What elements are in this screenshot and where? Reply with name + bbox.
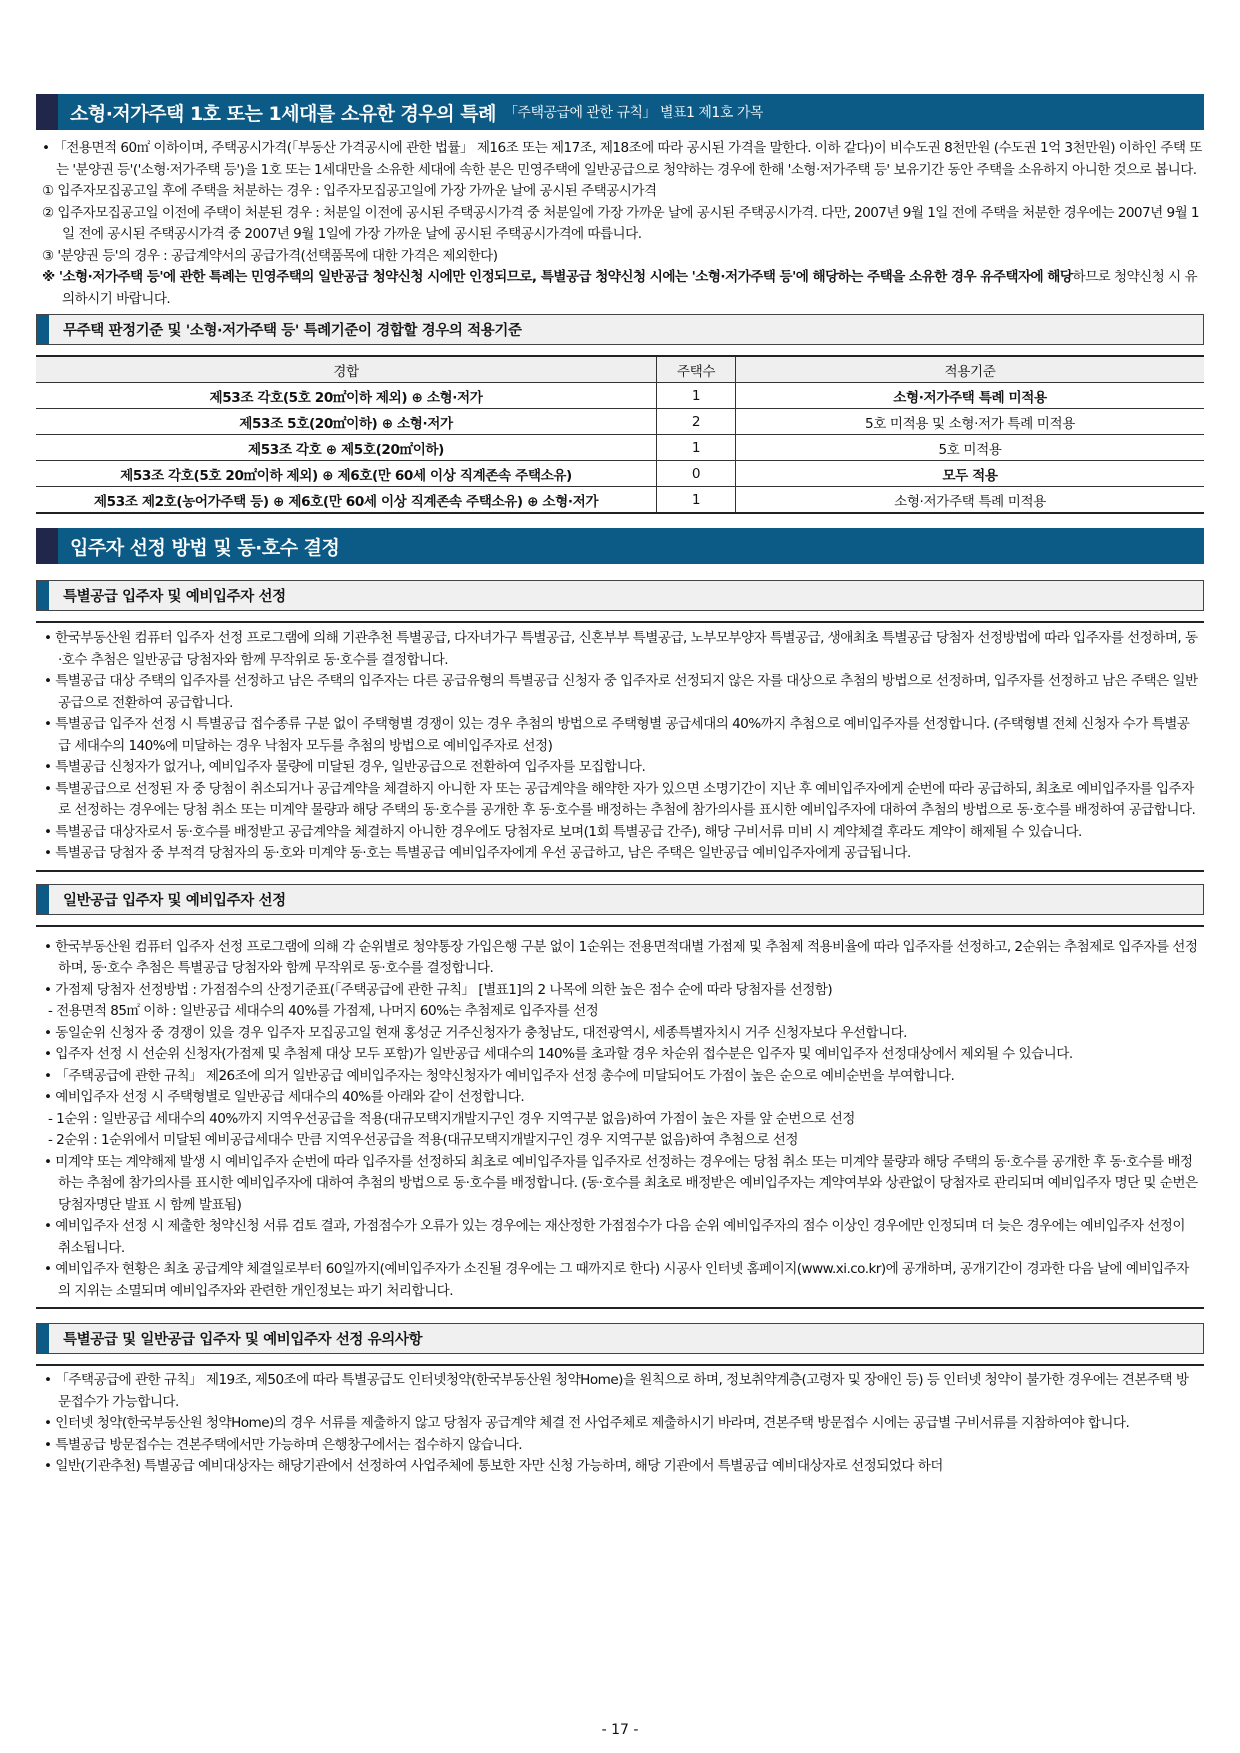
column-header: 적용기준 <box>736 356 1205 383</box>
list-item: • 「주택공급에 관한 규칙」 제26조에 의거 일반공급 예비입주자는 청약신청자가 예비입주자 선정 총수에 미달되어도 가점이 높은 순으로 예비순번을 부여합니다. <box>44 1067 955 1084</box>
document-page <box>36 94 1204 1478</box>
list-item: • 일반(기관추천) 특별공급 예비대상자는 해당기관에서 선정하여 사업주체에 통보한 자만 신청 가능하며, 해당 기관에서 특별공급 예비대상자로 선정되었다 하더 <box>44 1458 943 1474</box>
criteria-table <box>36 355 1204 514</box>
table-cell: 제53조 각호 ⊕ 제5호(20㎡이하) <box>36 435 657 461</box>
paragraph: • 「전용면적 60㎡ 이하이며, 주택공시가격(「부동산 가격공시에 관한 법률」 제16조 또는 제17조, 제18조에 따라 공시된 가격을 말한다. 이하 같다)이 비수도권 8천만원 (수도권 1억 3천만원) 이하인 주택 또는 '분양권 등'('소형·저가주택 등')을 1호 또는 1세대만을 소유한 세대에 속한 분은 민영주택에 일반공급으로 청약하는 경우에 한해 '소형·저가주택 등' 보유기간 동안 주택을 소유하지 아니한 것으로 봅니다. <box>42 140 1202 178</box>
table-cell: 소형·저가주택 특례 미적용 <box>736 383 1205 409</box>
table-cell: 제53조 각호(5호 20㎡이하 제외) ⊕ 제6호(만 60세 이상 직계존속 주택소유) <box>36 461 657 487</box>
general-supply-body <box>36 925 1204 1310</box>
subsection-title: 일반공급 입주자 및 예비입주자 선정 <box>63 892 286 909</box>
list-item: • 예비입주자 선정 시 주택형별로 일반공급 세대수의 40%를 아래와 같이 선정합니다. <box>44 1089 525 1105</box>
list-item: • 특별공급으로 선정된 자 중 당첨이 취소되거나 공급계약을 체결하지 아니한 자 또는 공급계약을 해약한 자가 있으면 소명기간이 지난 후 예비입주자에게 순번에 따라 공급하되, 최초로 예비입주자를 입주자로 선정하는 경우에는 당첨 취소 또는 미계약 물량과 해당 주택의 동·호수를 공개한 후 동·호수를 배정하는 추첨에 참가의사를 표시한 예비입주자에 대하여 추첨의 방법으로 동·호수를 배정하여 공급합니다. <box>44 780 1196 818</box>
section-header-small-low-price-housing <box>36 94 1204 130</box>
table-cell: 모두 적용 <box>736 461 1205 487</box>
table-cell: 소형·저가주택 특례 미적용 <box>736 487 1205 514</box>
column-header: 주택수 <box>657 356 736 383</box>
table-cell: 2 <box>657 409 736 435</box>
paragraph: ② 입주자모집공고일 이전에 주택이 처분된 경우 : 처분일 이전에 공시된 주택공시가격 중 처분일에 가장 가까운 날에 공시된 주택공시가격. 다만, 2007년 9월 1일 전에 주택을 처분한 경우에는 2007년 9월 1일 전에 공시된 주택공시가격 중 2007년 9월 1일에 가장 가까운 날에 공시된 주택공시가격에 따릅니다. <box>42 204 1200 242</box>
list-item: • 특별공급 신청자가 없거나, 예비입주자 물량에 미달된 경우, 일반공급으로 전환하여 입주자를 모집합니다. <box>44 759 646 775</box>
subsection-title: 무주택 판정기준 및 '소형·저가주택 등' 특례기준이 경합할 경우의 적용기준 <box>63 323 522 339</box>
table-row <box>36 487 1204 514</box>
list-item: • 미계약 또는 계약해제 발생 시 예비입주자 순번에 따라 입주자를 선정하되 최초로 예비입주자를 입주자로 선정하는 경우에는 당첨 취소 또는 미계약 물량과 해당 주택의 동·호수를 공개한 후 동·호수를 배정하는 추첨에 참가의사를 표시한 예비입주자에 대하여 추첨의 방법으로 동·호수를 배정합니다. (동·호수를 최초로 배정받은 예비입주자는 계약여부와 상관없이 당첨자로 관리되며 예비입주자 명단 및 순번은 당첨자명단 발표 시 함께 발표됨) <box>44 1153 1198 1213</box>
page-number: - 17 - <box>601 1722 639 1738</box>
table-cell: 제53조 제2호(농어가주택 등) ⊕ 제6호(만 60세 이상 직계존속 주택소유) ⊕ 소형·저가 <box>36 487 657 514</box>
table-cell: 1 <box>657 487 736 514</box>
table-cell: 제53조 5호(20㎡이하) ⊕ 소형·저가 <box>36 409 657 435</box>
subsection-header-notes <box>36 1323 1204 1354</box>
list-item: • 특별공급 대상 주택의 입주자를 선정하고 남은 주택의 입주자는 다른 공급유형의 특별공급 신청자 중 입주자로 선정되지 않은 자를 대상으로 추첨의 방법으로 선정하며, 입주자를 선정하고 남은 주택은 일반공급으로 전환하여 공급합니다. <box>44 673 1198 711</box>
list-item: • 한국부동산원 컴퓨터 입주자 선정 프로그램에 의해 기관추천 특별공급, 다자녀가구 특별공급, 신혼부부 특별공급, 노부모부양자 특별공급, 생애최초 특별공급 당첨자 선정방법에 따라 입주자를 선정하며, 동·호수 추첨은 일반공급 당첨자와 함께 무작위로 동·호수를 결정합니다. <box>44 630 1198 668</box>
subsection-header-general-supply <box>36 884 1204 915</box>
note-paragraph <box>38 267 1204 310</box>
subsection-title: 특별공급 입주자 및 예비입주자 선정 <box>63 589 286 605</box>
list-item: • 인터넷 청약(한국부동산원 청약Home)의 경우 서류를 제출하지 않고 당첨자 공급계약 체결 전 사업주체로 제출하시기 바라며, 견본주택 방문접수 시에는 공급별 구비서류를 지참하여야 합니다. <box>44 1415 1130 1431</box>
table-cell: 0 <box>657 461 736 487</box>
table-cell: 1 <box>657 383 736 409</box>
table-row <box>36 435 1204 461</box>
section-title: 소형·저가주택 1호 또는 1세대를 소유한 경우의 특례 <box>70 102 496 125</box>
table-row <box>36 383 1204 409</box>
list-item: • 특별공급 대상자로서 동·호수를 배정받고 공급계약을 체결하지 아니한 경우에도 당첨자로 보며(1회 특별공급 간주), 해당 구비서류 미비 시 계약체결 후라도 계약이 해제될 수 있습니다. <box>44 823 1082 840</box>
notes-body <box>36 1364 1204 1478</box>
subsection-header-special-supply <box>36 580 1204 611</box>
section-header-selection-method <box>36 528 1204 564</box>
table-cell: 1 <box>657 435 736 461</box>
list-item: • 입주자 선정 시 선순위 신청자(가점제 및 추첨제 대상 모두 포함)가 일반공급 세대수의 140%를 초과할 경우 차순위 접수분은 입주자 및 예비입주자 선정대상에서 제외될 수 있습니다. <box>44 1046 1073 1062</box>
section-title: 입주자 선정 방법 및 동·호수 결정 <box>70 536 340 559</box>
paragraph: ③ '분양권 등'의 경우 : 공급계약서의 공급가격(선택품목에 대한 가격은 제외한다) <box>42 247 498 264</box>
list-subitem: - 1순위 : 일반공급 세대수의 40%까지 지역우선공급을 적용(대규모택지개발지구인 경우 지역구분 없음)하여 가점이 높은 자를 앞 순번으로 선정 <box>48 1110 855 1127</box>
table-row <box>36 409 1204 435</box>
section-reference: 「주택공급에 관한 규칙」 별표1 제1호 가목 <box>503 105 763 121</box>
list-item: • 동일순위 신청자 중 경쟁이 있을 경우 입주자 모집공고일 현재 홍성군 거주신청자가 충청남도, 대전광역시, 세종특별자치시 거주 신청자보다 우선합니다. <box>44 1024 907 1041</box>
table-header-row <box>36 356 1204 383</box>
list-item: • 예비입주자 선정 시 제출한 청약신청 서류 검토 결과, 가점점수가 오류가 있는 경우에는 재산정한 가점점수가 다음 순위 예비입주자의 점수 이상인 경우에만 인정되며 더 늦은 경우에는 예비입주자 선정이 취소됩니다. <box>44 1218 1185 1256</box>
note-bold-text: ※ '소형·저가주택 등'에 관한 특례는 민영주택의 일반공급 청약신청 시에만 인정되므로, 특별공급 청약신청 시에는 '소형·저가주택 등'에 해당하는 주택을 소유한 경우 유주택자에 해당 <box>42 269 1073 285</box>
list-item: • 「주택공급에 관한 규칙」 제19조, 제50조에 따라 특별공급도 인터넷청약(한국부동산원 청약Home)을 원칙으로 하며, 정보취약계층(고령자 및 장애인 등) 등 인터넷 청약이 불가한 경우에는 견본주택 방문접수가 가능합니다. <box>44 1372 1189 1410</box>
list-item: • 예비입주자 현황은 최초 공급계약 체결일로부터 60일까지(예비입주자가 소진될 경우에는 그 때까지로 한다) 시공사 인터넷 홈페이지(www.xi.co.kr)에 공개하며, 공개기간이 경과한 다음 날에 예비입주자의 지위는 소멸되며 예비입주자와 관련한 개인정보는 파기 처리합니다. <box>44 1261 1189 1299</box>
list-item: • 특별공급 입주자 선정 시 특별공급 접수종류 구분 없이 주택형별 경쟁이 있는 경우 추첨의 방법으로 주택형별 공급세대의 40%까지 추첨으로 예비입주자를 선정합니다. (주택형별 전체 신청자 수가 특별공급 세대수의 140%에 미달하는 경우 낙첨자 모두를 추첨의 방법으로 예비입주자로 선정) <box>44 716 1190 754</box>
paragraph: ① 입주자모집공고일 후에 주택을 처분하는 경우 : 입주자모집공고일에 가장 가까운 날에 공시된 주택공시가격 <box>42 183 657 199</box>
note-text: 하므로 청약신청 시 유의하시기 바랍니다. <box>62 269 1198 307</box>
list-subitem: - 전용면적 85㎡ 이하 : 일반공급 세대수의 40%를 가점제, 나머지 60%는 추첨제로 입주자를 선정 <box>48 1003 599 1019</box>
table-cell: 5호 미적용 <box>736 435 1205 461</box>
special-supply-body <box>36 621 1204 872</box>
table-cell: 제53조 각호(5호 20㎡이하 제외) ⊕ 소형·저가 <box>36 383 657 409</box>
list-item: • 특별공급 당첨자 중 부적격 당첨자의 동·호와 미계약 동·호는 특별공급 예비입주자에게 우선 공급하고, 남은 주택은 일반공급 예비입주자에게 공급됩니다. <box>44 845 911 861</box>
section1-body <box>36 138 1204 310</box>
subsection-header-criteria <box>36 314 1204 345</box>
table-cell: 5호 미적용 및 소형·저가 특례 미적용 <box>736 409 1205 435</box>
list-item: • 가점제 당첨자 선정방법 : 가점점수의 산정기준표(「주택공급에 관한 규칙」 [별표1]의 2 나목에 의한 높은 점수 순에 따라 당첨자를 선정함) <box>44 981 833 998</box>
list-item: • 특별공급 방문접수는 견본주택에서만 가능하며 은행창구에서는 접수하지 않습니다. <box>44 1436 522 1453</box>
list-item: • 한국부동산원 컴퓨터 입주자 선정 프로그램에 의해 각 순위별로 청약통장 가입은행 구분 없이 1순위는 전용면적대별 가점제 및 추첨제 적용비율에 따라 입주자를 선정하고, 2순위는 추첨제로 입주자를 선정하며, 동·호수 추첨은 특별공급 당첨자와 함께 무작위로 동·호수를 결정합니다. <box>44 938 1198 976</box>
table-row <box>36 461 1204 487</box>
column-header: 경합 <box>36 356 657 383</box>
list-subitem: - 2순위 : 1순위에서 미달된 예비공급세대수 만큼 지역우선공급을 적용(대규모택지개발지구인 경우 지역구분 없음)하여 추첨으로 선정 <box>48 1132 798 1148</box>
subsection-title: 특별공급 및 일반공급 입주자 및 예비입주자 선정 유의사항 <box>63 1332 423 1348</box>
